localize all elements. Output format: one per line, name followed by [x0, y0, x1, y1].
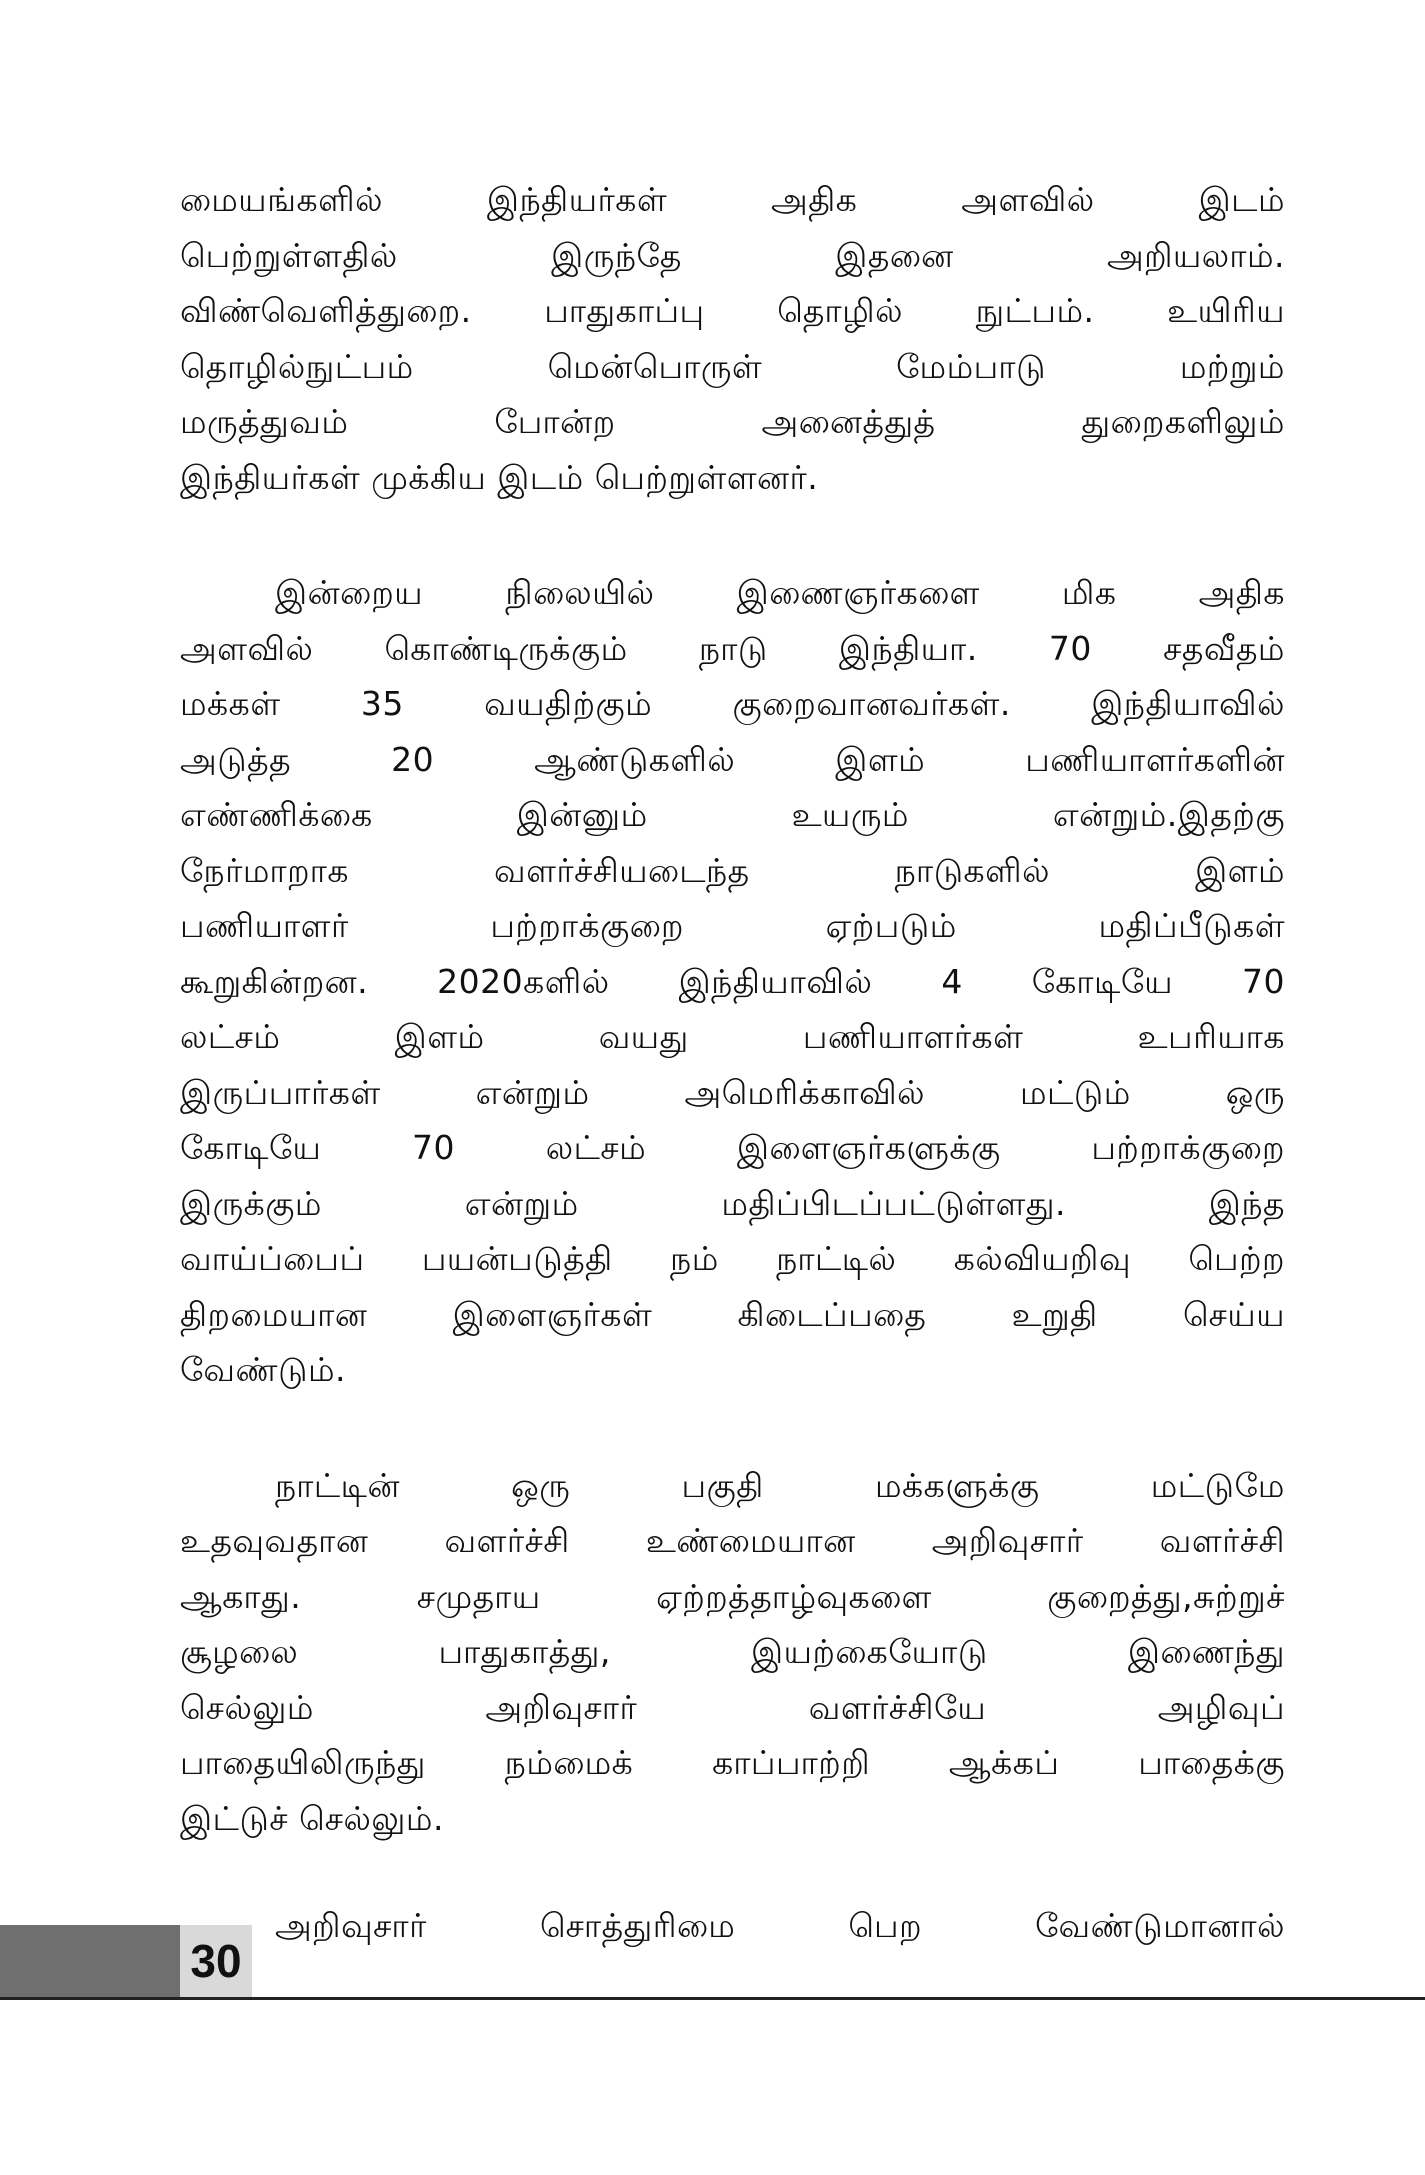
text-line: அறிவுசார் சொத்துரிமை பெற வேண்டுமானால்	[275, 1906, 1285, 1945]
text-line: இட்டுச் செல்லும்.	[180, 1798, 444, 1838]
text-line: மையங்களில் இந்தியர்கள் அதிக அளவில் இடம்	[180, 180, 1285, 219]
text-line: வாய்ப்பைப் பயன்படுத்தி நம் நாட்டில் கல்வியறிவு பெற்ற	[180, 1239, 1285, 1278]
paragraph-4	[180, 1898, 1285, 1954]
text-line: அடுத்த 20 ஆண்டுகளில் இளம் பணியாளர்களின்	[180, 739, 1285, 779]
text-line: இருப்பார்கள் என்றும் அமெரிக்காவில் மட்டும் ஒரு	[180, 1072, 1285, 1112]
footer-rule	[0, 1997, 1425, 2000]
text-line: மருத்துவம் போன்ற அனைத்துத் துறைகளிலும்	[180, 402, 1285, 441]
footer-bar	[0, 1925, 180, 1997]
text-line: விண்வெளித்துறை. பாதுகாப்பு தொழில் நுட்பம். உயிரிய	[180, 291, 1285, 330]
text-line: இருக்கும் என்றும் மதிப்பிடப்பட்டுள்ளது. இந்த	[180, 1183, 1285, 1223]
text-line: லட்சம் இளம் வயது பணியாளர்கள் உபரியாக	[180, 1017, 1285, 1056]
text-line: அளவில் கொண்டிருக்கும் நாடு இந்தியா. 70 சதவீதம்	[180, 628, 1285, 668]
paragraph-3	[180, 1458, 1285, 1847]
text-line: ஆகாது. சமுதாய ஏற்றத்தாழ்வுகளை குறைத்து,சுற்றுச்	[180, 1576, 1285, 1616]
text-line: கோடியே 70 லட்சம் இளைஞர்களுக்கு பற்றாக்குறை	[180, 1128, 1285, 1167]
text-line: பணியாளர் பற்றாக்குறை ஏற்படும் மதிப்பீடுகள்	[180, 906, 1285, 945]
text-line: நேர்மாறாக வளர்ச்சியடைந்த நாடுகளில் இளம்	[180, 850, 1285, 890]
paragraph-1	[180, 172, 1285, 505]
text-line: பாதையிலிருந்து நம்மைக் காப்பாற்றி ஆக்கப் பாதைக்கு	[180, 1743, 1285, 1782]
paragraph-2	[180, 565, 1285, 1398]
text-line: நாட்டின் ஒரு பகுதி மக்களுக்கு மட்டுமே	[275, 1465, 1285, 1505]
text-line: செல்லும் அறிவுசார் வளர்ச்சியே அழிவுப்	[180, 1687, 1285, 1727]
text-line: திறமையான இளைஞர்கள் கிடைப்பதை உறுதி செய்ய	[180, 1294, 1285, 1334]
text-line: எண்ணிக்கை இன்னும் உயரும் என்றும்.இதற்கு	[180, 795, 1285, 834]
text-line: தொழில்நுட்பம் மென்பொருள் மேம்பாடு மற்றும்	[180, 346, 1285, 386]
text-line: கூறுகின்றன. 2020களில் இந்தியாவில் 4 கோடியே 70	[180, 961, 1285, 1001]
text-line: சூழலை பாதுகாத்து, இயற்கையோடு இணைந்து	[180, 1632, 1285, 1671]
text-line: உதவுவதான வளர்ச்சி உண்மையான அறிவுசார் வளர்ச்சி	[180, 1521, 1285, 1560]
text-line: வேண்டும்.	[180, 1350, 347, 1389]
text-line: மக்கள் 35 வயதிற்கும் குறைவானவர்கள். இந்தியாவில்	[180, 684, 1285, 723]
page-number-box	[180, 1925, 252, 1997]
page-number: 30	[190, 1935, 242, 1987]
text-line: பெற்றுள்ளதில் இருந்தே இதனை அறியலாம்.	[180, 235, 1285, 275]
page-body	[180, 172, 1285, 1954]
text-line: இந்தியர்கள் முக்கிய இடம் பெற்றுள்ளனர்.	[180, 457, 819, 497]
text-line: இன்றைய நிலையில் இணைஞர்களை மிக அதிக	[275, 573, 1285, 612]
